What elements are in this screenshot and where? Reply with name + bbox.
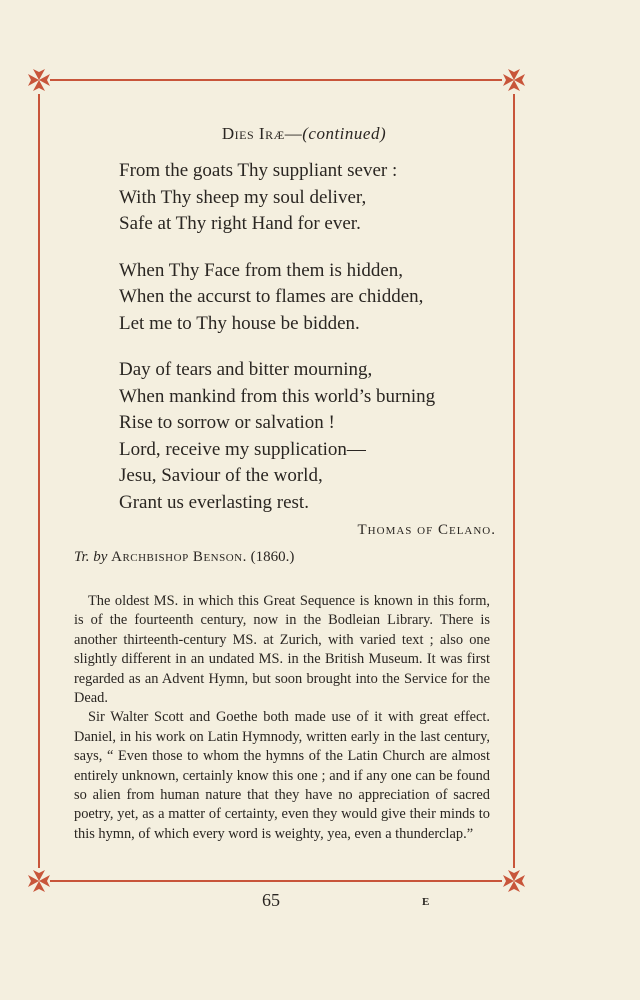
author-attribution: Thomas of Celano. [357,522,496,538]
verse-line: With Thy sheep my soul deliver, [119,186,367,208]
verse-line: When the accurst to flames are chidden, [119,286,424,307]
maltese-cross-icon [26,868,52,894]
note-paragraph-1: The oldest MS. in which this Great Sequence is known in this form, is of the fourteenth century, now in the Bodleian Library. There is another thirteenth-century MS. at Zurich, with varied text ; also one slightly different in an undated MS. in the British Museum. It was first regarded as an Advent Hymn, but soon brought into the Service for the Dead. [74,593,490,707]
translator-prefix: Tr. by [74,549,108,565]
verse-line: Rise to sorrow or salvation ! [119,412,335,433]
verse-line: Grant us everlasting rest. [119,491,309,513]
border-bottom [50,880,502,882]
maltese-cross-icon [26,67,52,93]
page-content [74,124,494,844]
translator-name: Archbishop Benson. [111,549,247,565]
title-continued: (continued) [302,124,387,143]
verse-line: Jesu, Saviour of the world, [119,465,323,486]
border-right [513,94,515,868]
page-title [114,124,494,144]
border-left [38,94,40,868]
stanza-1 [119,158,494,238]
signature-mark: E [422,896,430,908]
verse-line: When Thy Face from them is hidden, [119,259,404,281]
verse-line: From the goats Thy suppliant sever : [119,160,398,181]
page-number: 65 [262,890,280,910]
stanza-3 [119,357,494,516]
verse-line: Lord, receive my supplication— [119,438,366,460]
maltese-cross-icon [501,868,527,894]
title-dash: — [284,124,303,143]
verse-line: Day of tears and bitter mourning, [119,359,373,380]
verse-line: Let me to Thy house be bidden. [119,312,360,334]
border-top [50,79,502,81]
verse-line: When mankind from this world’s burning [119,385,436,407]
maltese-cross-icon [501,67,527,93]
note-paragraph-2: Sir Walter Scott and Goethe both made use of it with great effect. Daniel, in his work on Latin Hymnody, written early in the last century, says, “ Even those to whom the hymns of the Latin Church are almost entirely unknown, certainly know this one ; and if any one can be found so alien from human nature that they have no appreciation of sacred poetry, yet, as a matter of certainty, even they would give their minds to this hymn, of which every word is weighty, yea, even a thunderclap.” [74,709,490,842]
translator-line [74,549,494,566]
stanza-2 [119,258,494,338]
translation-year: (1860.) [250,549,295,565]
title-main: Dies Iræ [221,124,285,143]
verse-line: Safe at Thy right Hand for ever. [119,213,361,234]
